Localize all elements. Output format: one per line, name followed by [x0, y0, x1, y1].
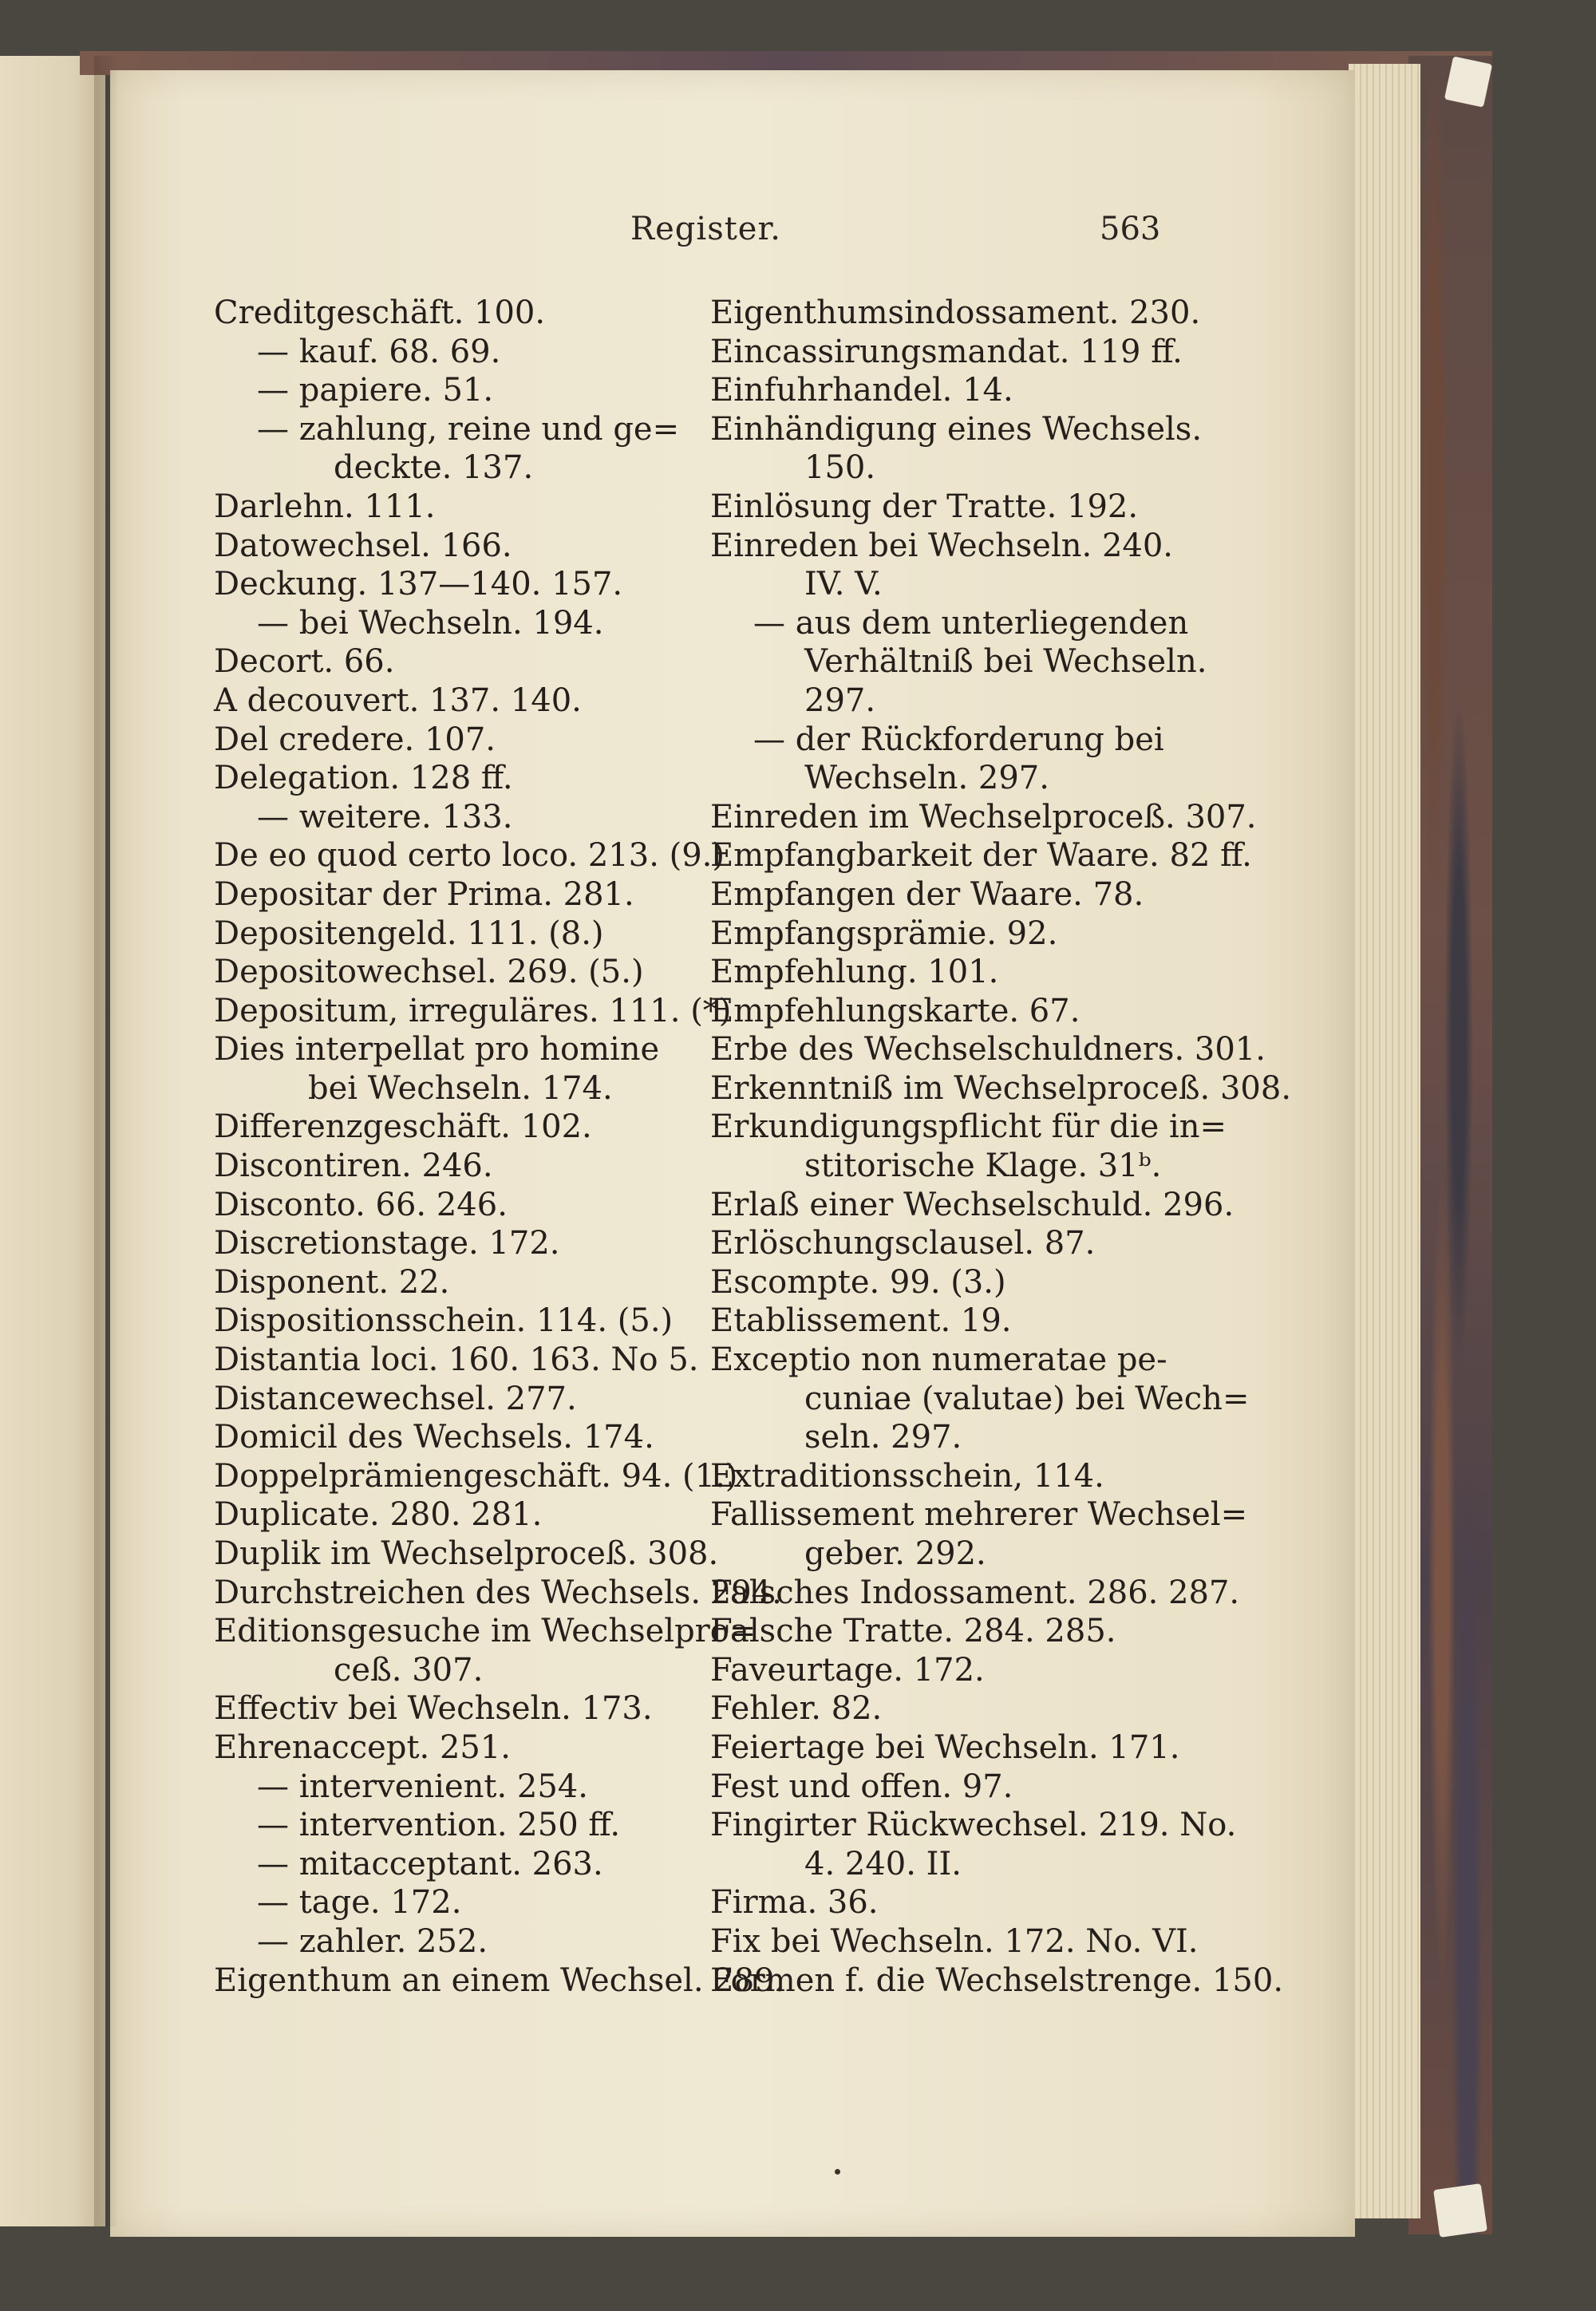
index-entry: Falsche Tratte. 284. 285. — [710, 1613, 1116, 1650]
index-entry: — mitacceptant. 263. — [257, 1845, 603, 1882]
index-entry: Formen f. die Wechselstrenge. 150. — [710, 1961, 1284, 1999]
index-entry: Erlaß einer Wechselschuld. 296. — [710, 1186, 1235, 1223]
index-entry: Verhältniß bei Wechseln. — [804, 643, 1207, 681]
index-entry: — tage. 172. — [257, 1884, 462, 1922]
index-entry: — intervenient. 254. — [257, 1768, 588, 1805]
index-entry: — kauf. 68. 69. — [257, 333, 501, 370]
index-entry: Extraditionsschein, 114. — [710, 1457, 1104, 1495]
index-entry: Fix bei Wechseln. 172. No. VI. — [710, 1922, 1199, 1960]
index-entry: Einreden im Wechselproceß. 307. — [710, 798, 1257, 836]
index-entry: Duplik im Wechselproceß. 308. — [214, 1535, 719, 1572]
index-entry: Darlehn. 111. — [214, 488, 436, 525]
index-entry: cuniae (valutae) bei Wech= — [804, 1380, 1250, 1417]
index-entry: Editionsgesuche im Wechselpro= — [214, 1613, 757, 1650]
index-entry: Depositum, irreguläres. 111. (*) — [214, 992, 732, 1029]
index-entry: — aus dem unterliegenden — [753, 604, 1189, 642]
index-entry: — intervention. 250 ff. — [257, 1807, 621, 1844]
index-entry: Fest und offen. 97. — [710, 1768, 1013, 1805]
index-entry: Erbe des Wechselschuldners. 301. — [710, 1031, 1266, 1069]
index-entry: Escompte. 99. (3.) — [710, 1263, 1006, 1301]
index-entry: Eigenthumsindossament. 230. — [710, 294, 1201, 331]
spine-shadow — [94, 56, 118, 2226]
marbled-cover — [1408, 56, 1492, 2234]
index-entry: De eo quod certo loco. 213. (9.) — [214, 837, 725, 875]
index-entry: geber. 292. — [804, 1535, 986, 1572]
index-entry: 297. — [804, 681, 876, 719]
index-entry: Creditgeschäft. 100. — [214, 294, 546, 331]
index-entry: Falsches Indossament. 286. 287. — [710, 1574, 1240, 1611]
index-entry: Delegation. 128 ff. — [214, 760, 513, 797]
index-entry: Distancewechsel. 277. — [214, 1380, 577, 1417]
index-entry: Eincassirungsmandat. 119 ff. — [710, 333, 1183, 370]
left-page-edge — [0, 56, 105, 2226]
index-entry: Empfangen der Waare. 78. — [710, 875, 1144, 913]
index-entry: 4. 240. II. — [804, 1845, 962, 1882]
index-column-left — [214, 294, 785, 2000]
index-entry: Empfehlung. 101. — [710, 954, 999, 991]
index-entry: Depositowechsel. 269. (5.) — [214, 954, 644, 991]
index-entry: Exceptio non numeratae pe- — [710, 1341, 1167, 1379]
index-entry: deckte. 137. — [334, 449, 534, 487]
index-entry: Del credere. 107. — [214, 721, 496, 758]
index-entry: Firma. 36. — [710, 1884, 879, 1922]
index-entry: Einlösung der Tratte. 192. — [710, 488, 1139, 525]
index-entry: Decort. 66. — [214, 643, 395, 681]
index-entry: Faveurtage. 172. — [710, 1651, 985, 1689]
index-entry: seln. 297. — [804, 1419, 962, 1456]
index-entry: Empfangbarkeit der Waare. 82 ff. — [710, 837, 1252, 875]
index-entry: Etablissement. 19. — [710, 1302, 1012, 1340]
index-entry: Dies interpellat pro homine — [214, 1031, 660, 1069]
index-entry: — papiere. 51. — [257, 372, 494, 409]
index-entry: Erlöschungsclausel. 87. — [710, 1225, 1096, 1262]
index-entry: IV. V. — [804, 566, 883, 603]
index-entry: bei Wechseln. 174. — [308, 1069, 613, 1107]
index-entry: Einreden bei Wechseln. 240. — [710, 527, 1174, 564]
index-entry: Ehrenaccept. 251. — [214, 1728, 512, 1766]
index-entry: Erkundigungspflicht für die in= — [710, 1108, 1227, 1146]
index-entry: Distantia loci. 160. 163. No 5. — [214, 1341, 699, 1379]
index-entry: Datowechsel. 166. — [214, 527, 512, 564]
index-entry: Disconto. 66. 246. — [214, 1186, 508, 1223]
index-entry: Einfuhrhandel. 14. — [710, 372, 1013, 409]
index-entry: Eigenthum an einem Wechsel. 289. — [214, 1961, 785, 1999]
index-entry: Domicil des Wechsels. 174. — [214, 1419, 654, 1456]
index-entry: Discontiren. 246. — [214, 1148, 493, 1185]
index-column-right — [710, 294, 1292, 2000]
page-number: 563 — [1100, 211, 1161, 247]
index-entry: — der Rückforderung bei — [753, 721, 1164, 758]
index-entry: 150. — [804, 449, 876, 487]
index-entry: A decouvert. 137. 140. — [214, 681, 582, 719]
index-entry: Depositar der Prima. 281. — [214, 875, 634, 913]
page-edges — [1349, 64, 1420, 2218]
index-entry: Fehler. 82. — [710, 1690, 883, 1728]
index-entry: Dispositionsschein. 114. (5.) — [214, 1302, 674, 1340]
index-entry: Fingirter Rückwechsel. 219. No. — [710, 1807, 1237, 1844]
index-entry: Empfehlungskarte. 67. — [710, 992, 1080, 1029]
index-entry: Feiertage bei Wechseln. 171. — [710, 1728, 1180, 1766]
index-entry: Disponent. 22. — [214, 1263, 450, 1301]
index-entry: Einhändigung eines Wechsels. — [710, 410, 1203, 448]
index-entry: — weitere. 133. — [257, 798, 513, 836]
index-entry: ceß. 307. — [334, 1651, 484, 1689]
index-entry: Differenzgeschäft. 102. — [214, 1108, 592, 1146]
ink-spot — [835, 2169, 840, 2175]
index-entry: — zahlung, reine und ge= — [257, 410, 680, 448]
index-entry: Empfangsprämie. 92. — [710, 915, 1058, 952]
index-entry: Doppelprämiengeschäft. 94. (1.) — [214, 1457, 738, 1495]
index-entry: Discretionstage. 172. — [214, 1225, 560, 1262]
running-header: Register. — [630, 211, 781, 247]
index-entry: Effectiv bei Wechseln. 173. — [214, 1690, 653, 1728]
index-entry: — bei Wechseln. 194. — [257, 604, 604, 642]
index-entry: Depositengeld. 111. (8.) — [214, 915, 604, 952]
page-corner-bottom — [1433, 2183, 1487, 2238]
index-entry: stitorische Klage. 31ᵇ. — [804, 1148, 1162, 1185]
index-entry: Fallissement mehrerer Wechsel= — [710, 1496, 1248, 1534]
index-entry: — zahler. 252. — [257, 1922, 488, 1960]
index-entry: Wechseln. 297. — [804, 760, 1049, 797]
index-entry: Durchstreichen des Wechsels. 294. — [214, 1574, 782, 1611]
index-entry: Duplicate. 280. 281. — [214, 1496, 543, 1534]
index-entry: Deckung. 137—140. 157. — [214, 566, 623, 603]
index-entry: Erkenntniß im Wechselproceß. 308. — [710, 1069, 1292, 1107]
